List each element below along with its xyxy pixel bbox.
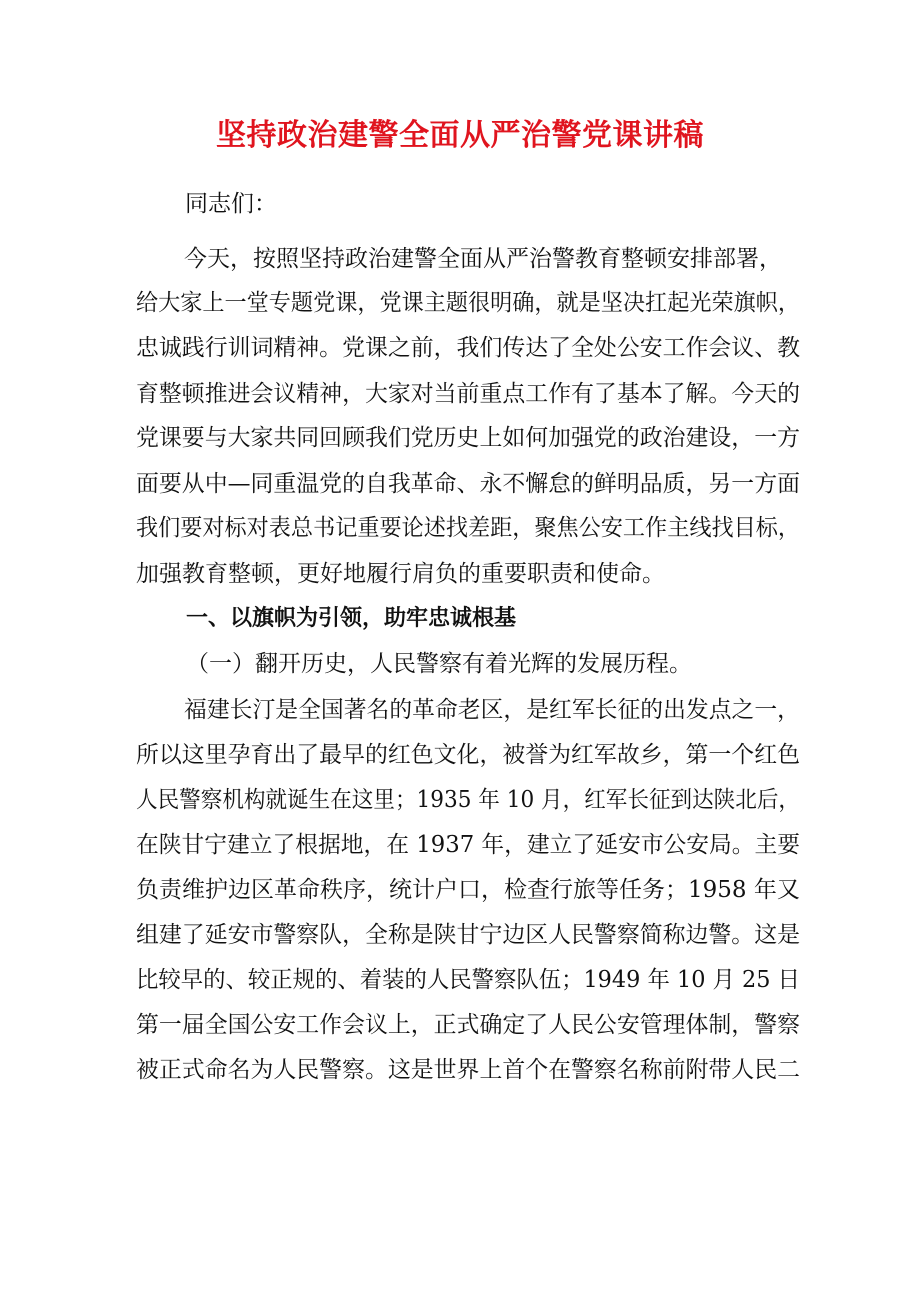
subsection-heading-1: （一）翻开历史，人民警察有着光辉的发展历程。 [186,651,692,677]
paragraph-1-line-2: 给大家上一堂专题党课，党课主题很明确，就是坚决扛起光荣旗帜， [136,290,800,316]
paragraph-2-line-5: 负责维护边区革命秩序，统计户口，检查行旅等任务；1958 年又 [136,877,800,903]
paragraph-2-line-1: 福建长汀是全国著名的革命老区，是红军长征的出发点之一， [184,697,800,723]
paragraph-1-line-7: 我们要对标对表总书记重要论述找差距，聚焦公安工作主线找目标， [136,515,800,541]
salutation: 同志们： [185,191,277,217]
paragraph-1-line-3: 忠诚践行训词精神。党课之前，我们传达了全处公安工作会议、教 [136,335,800,361]
paragraph-2-line-4: 在陕甘宁建立了根据地，在 1937 年，建立了延安市公安局。主要 [136,832,800,858]
paragraph-2-line-6: 组建了延安市警察队，全称是陕甘宁边区人民警察简称边警。这是 [136,922,800,948]
paragraph-1-line-8: 加强教育整顿，更好地履行肩负的重要职责和使命。 [136,561,665,587]
paragraph-2-line-7: 比较早的、较正规的、着装的人民警察队伍；1949 年 10 月 25 日 [136,967,800,993]
paragraph-2-line-8: 第一届全国公安工作会议上，正式确定了人民公安管理体制，警察 [136,1012,800,1038]
paragraph-2-line-9: 被正式命名为人民警察。这是世界上首个在警察名称前附带人民二 [136,1057,800,1083]
paragraph-1-line-1: 今天，按照坚持政治建警全面从严治警教育整顿安排部署， [184,246,782,272]
paragraph-2-line-3: 人民警察机构就诞生在这里；1935 年 10 月，红军长征到达陕北后， [136,787,800,813]
document-title: 坚持政治建警全面从严治警党课讲稿 [216,118,704,153]
paragraph-1-line-6: 面要从中—同重温党的自我革命、永不懈怠的鲜明品质，另一方面 [136,471,800,497]
paragraph-1-line-5: 党课要与大家共同回顾我们党历史上如何加强党的政治建设，一方 [136,425,800,451]
paragraph-2-line-2: 所以这里孕育出了最早的红色文化，被誉为红军故乡，第一个红色 [136,742,800,768]
section-heading-1: 一、以旗帜为引领，助牢忠诚根基 [186,606,517,631]
paragraph-1-line-4: 育整顿推进会议精神，大家对当前重点工作有了基本了解。今天的 [136,381,800,407]
